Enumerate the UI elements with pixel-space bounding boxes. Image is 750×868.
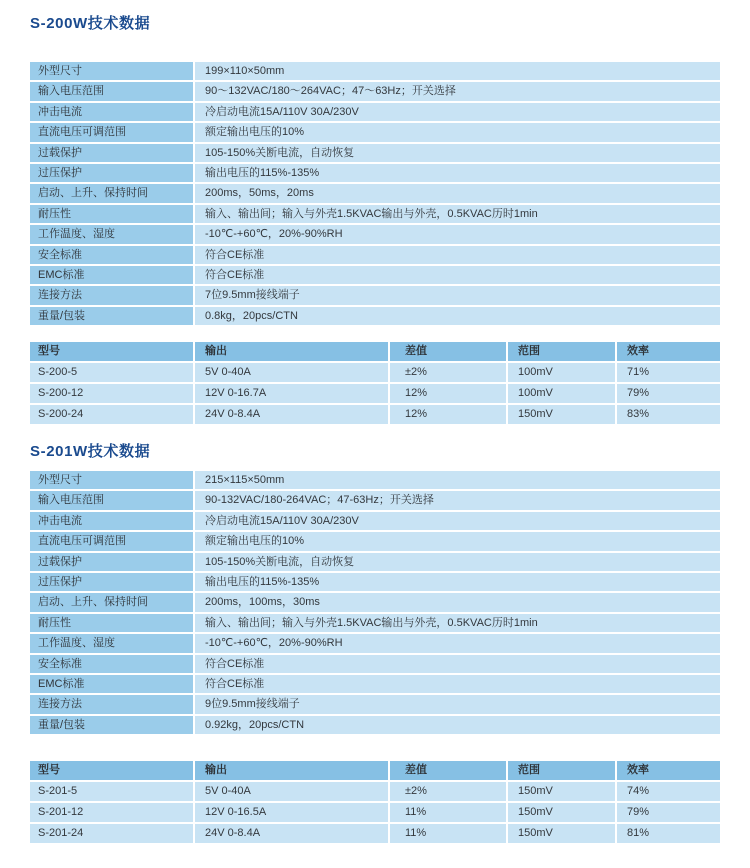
model-cell: 83%: [617, 405, 720, 424]
model-cell: ±2%: [390, 782, 506, 801]
model-header-cell: 输出: [195, 761, 388, 780]
model-cell: ±2%: [390, 363, 506, 382]
section-title-s200w: S-200W技术数据: [30, 15, 151, 32]
spec-value: 冷启动电流15A/110V 30A/230V: [195, 103, 720, 121]
spec-row: [30, 532, 720, 550]
model-header-cell: 型号: [30, 761, 193, 780]
spec-label: 连接方法: [30, 286, 193, 304]
spec-row: [30, 471, 720, 489]
spec-row: [30, 123, 720, 141]
model-row: [30, 405, 720, 424]
spec-value: 输入、输出间；输入与外壳1.5KVAC输出与外壳，0.5KVAC历时1min: [195, 205, 720, 223]
spec-table-s201w: [30, 471, 720, 734]
spec-row: [30, 634, 720, 652]
spec-value: 冷启动电流15A/110V 30A/230V: [195, 512, 720, 530]
spec-label: 工作温度、湿度: [30, 225, 193, 243]
spec-label: 启动、上升、保持时间: [30, 593, 193, 611]
spec-value: -10℃-+60℃，20%-90%RH: [195, 225, 720, 243]
spec-label: 工作温度、湿度: [30, 634, 193, 652]
spec-label: 连接方法: [30, 695, 193, 713]
spec-row: [30, 614, 720, 632]
model-cell: 5V 0-40A: [195, 363, 388, 382]
model-cell: 74%: [617, 782, 720, 801]
model-row: [30, 782, 720, 801]
spec-row: [30, 82, 720, 100]
spec-row: [30, 286, 720, 304]
model-cell: 100mV: [508, 363, 615, 382]
spec-row: [30, 164, 720, 182]
model-cell: 12%: [390, 405, 506, 424]
spec-label: 重量/包装: [30, 716, 193, 734]
model-cell: 24V 0-8.4A: [195, 405, 388, 424]
spec-value: 输入、输出间；输入与外壳1.5KVAC输出与外壳，0.5KVAC历时1min: [195, 614, 720, 632]
spec-value: 200ms，50ms，20ms: [195, 184, 720, 202]
model-cell: 81%: [617, 824, 720, 843]
model-cell: 12V 0-16.5A: [195, 803, 388, 822]
spec-value: 额定输出电压的10%: [195, 123, 720, 141]
spec-value: 105-150%关断电流，自动恢复: [195, 144, 720, 162]
model-cell: 150mV: [508, 803, 615, 822]
model-row: [30, 384, 720, 403]
spec-row: [30, 593, 720, 611]
spec-row: [30, 205, 720, 223]
spec-row: [30, 307, 720, 325]
spec-value: 输出电压的115%-135%: [195, 164, 720, 182]
spec-value: -10℃-+60℃，20%-90%RH: [195, 634, 720, 652]
spec-label: 外型尺寸: [30, 471, 193, 489]
spec-row: [30, 246, 720, 264]
model-cell: S-200-5: [30, 363, 193, 382]
model-cell: 5V 0-40A: [195, 782, 388, 801]
spec-row: [30, 225, 720, 243]
model-header-row: [30, 761, 720, 780]
model-table-s201w: [30, 761, 720, 843]
section-title-s201w: S-201W技术数据: [30, 443, 151, 461]
spec-label: 输入电压范围: [30, 491, 193, 509]
model-header-cell: 输出: [195, 342, 388, 361]
model-header-row: [30, 342, 720, 361]
model-cell: 71%: [617, 363, 720, 382]
model-cell: S-201-24: [30, 824, 193, 843]
spec-label: 过压保护: [30, 573, 193, 591]
model-cell: 100mV: [508, 384, 615, 403]
spec-value: 199×110×50mm: [195, 62, 720, 80]
model-header-cell: 范围: [508, 761, 615, 780]
spec-value: 7位9.5mm接线端子: [195, 286, 720, 304]
spec-value: 90～132VAC/180～264VAC；47～63Hz；开关选择: [195, 82, 720, 100]
spec-label: 重量/包装: [30, 307, 193, 325]
spec-value: 215×115×50mm: [195, 471, 720, 489]
spec-row: [30, 512, 720, 530]
model-table-s200w: [30, 342, 720, 424]
model-row: [30, 824, 720, 843]
model-header-cell: 效率: [617, 761, 720, 780]
model-cell: 150mV: [508, 405, 615, 424]
model-cell: 79%: [617, 803, 720, 822]
spec-row: [30, 144, 720, 162]
spec-label: 启动、上升、保持时间: [30, 184, 193, 202]
spec-label: 过载保护: [30, 553, 193, 571]
spec-row: [30, 553, 720, 571]
spec-label: 耐压性: [30, 205, 193, 223]
spec-row: [30, 655, 720, 673]
spec-value: 符合CE标准: [195, 266, 720, 284]
model-cell: 12V 0-16.7A: [195, 384, 388, 403]
spec-row: [30, 695, 720, 713]
model-cell: 150mV: [508, 782, 615, 801]
spec-value: 输出电压的115%-135%: [195, 573, 720, 591]
spec-label: 安全标准: [30, 655, 193, 673]
spec-value: 105-150%关断电流，自动恢复: [195, 553, 720, 571]
spec-row: [30, 716, 720, 734]
model-header-cell: 范围: [508, 342, 615, 361]
model-header-cell: 效率: [617, 342, 720, 361]
spec-row: [30, 573, 720, 591]
spec-table-s200w: [30, 62, 720, 325]
spec-row: [30, 675, 720, 693]
spec-value: 0.92kg，20pcs/CTN: [195, 716, 720, 734]
model-cell: 11%: [390, 803, 506, 822]
spec-value: 符合CE标准: [195, 655, 720, 673]
spec-row: [30, 266, 720, 284]
model-cell: 79%: [617, 384, 720, 403]
model-cell: S-201-5: [30, 782, 193, 801]
model-header-cell: 差值: [390, 761, 506, 780]
spec-label: 冲击电流: [30, 512, 193, 530]
model-cell: S-200-12: [30, 384, 193, 403]
model-row: [30, 363, 720, 382]
spec-label: 直流电压可调范围: [30, 123, 193, 141]
spec-row: [30, 491, 720, 509]
spec-value: 9位9.5mm接线端子: [195, 695, 720, 713]
spec-label: 过载保护: [30, 144, 193, 162]
model-cell: 12%: [390, 384, 506, 403]
model-header-cell: 差值: [390, 342, 506, 361]
model-cell: 150mV: [508, 824, 615, 843]
spec-label: EMC标准: [30, 266, 193, 284]
spec-label: 外型尺寸: [30, 62, 193, 80]
spec-label: 安全标准: [30, 246, 193, 264]
model-cell: S-200-24: [30, 405, 193, 424]
spec-value: 0.8kg，20pcs/CTN: [195, 307, 720, 325]
model-cell: 24V 0-8.4A: [195, 824, 388, 843]
spec-value: 200ms，100ms，30ms: [195, 593, 720, 611]
spec-label: 直流电压可调范围: [30, 532, 193, 550]
spec-label: 冲击电流: [30, 103, 193, 121]
spec-label: 输入电压范围: [30, 82, 193, 100]
spec-value: 符合CE标准: [195, 246, 720, 264]
spec-value: 90-132VAC/180-264VAC；47-63Hz；开关选择: [195, 491, 720, 509]
spec-label: 过压保护: [30, 164, 193, 182]
spec-row: [30, 103, 720, 121]
model-cell: 11%: [390, 824, 506, 843]
spec-label: 耐压性: [30, 614, 193, 632]
spec-value: 额定输出电压的10%: [195, 532, 720, 550]
model-row: [30, 803, 720, 822]
spec-label: EMC标准: [30, 675, 193, 693]
model-cell: S-201-12: [30, 803, 193, 822]
spec-row: [30, 62, 720, 80]
model-header-cell: 型号: [30, 342, 193, 361]
spec-row: [30, 184, 720, 202]
spec-value: 符合CE标准: [195, 675, 720, 693]
